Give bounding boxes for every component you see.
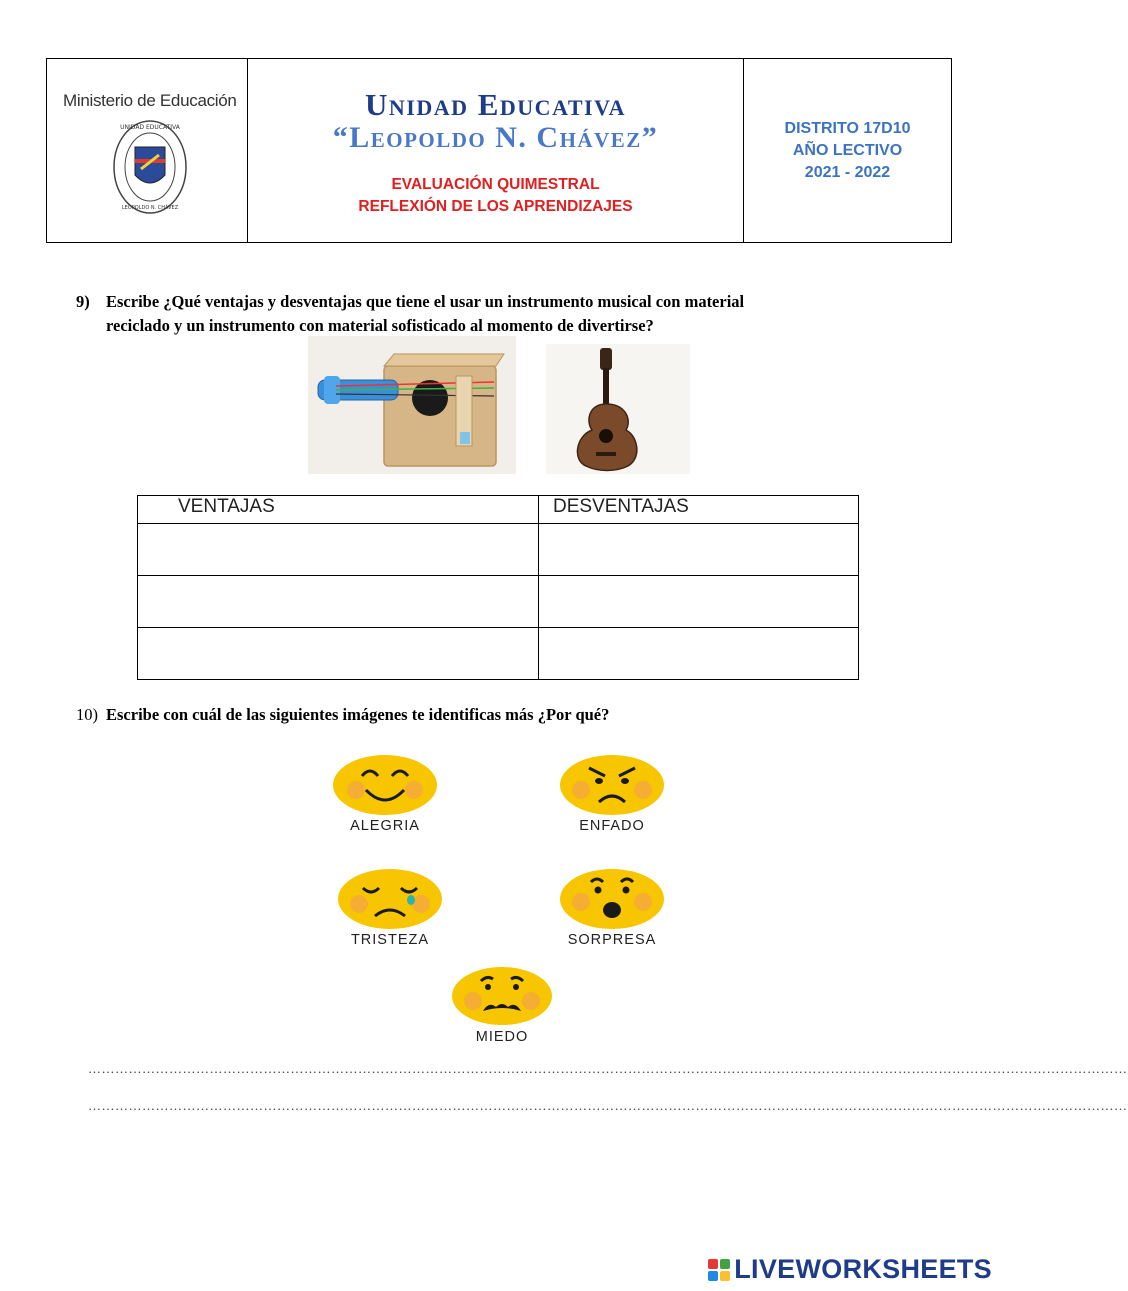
recycled-guitar-image: [308, 336, 516, 474]
evaluation-title: EVALUACIÓN QUIMESTRAL: [391, 176, 600, 193]
happy-face-icon: [332, 754, 438, 816]
answer-line[interactable]: ……………………………………………………………………………………………………………………………………………………………………………………………………………: [88, 1061, 1128, 1076]
table-row: [138, 576, 859, 628]
scared-face-icon: [449, 965, 555, 1027]
school-cell: [248, 59, 744, 242]
label-miedo: MIEDO: [475, 1029, 529, 1045]
desventajas-cell[interactable]: [539, 576, 859, 628]
emotion-sorpresa[interactable]: [558, 868, 666, 948]
school-year-range: 2021 - 2022: [804, 164, 891, 181]
evaluation-subtitle: REFLEXIÓN DE LOS APRENDIZAJES: [358, 198, 633, 215]
question-9-line1: Escribe ¿Qué ventajas y desventajas que tiene el usar un instrumento musical con material: [106, 292, 745, 311]
school-name-line2: “Leopoldo N. Chávez”: [332, 121, 659, 154]
angry-face-icon: [559, 754, 665, 816]
surprised-face-icon: [559, 868, 665, 930]
emotion-tristeza[interactable]: [336, 868, 444, 948]
crest-top-text: UNIDAD EDUCATIVA: [120, 124, 180, 131]
table-row: [138, 628, 859, 680]
label-sorpresa: SORPRESA: [567, 932, 657, 948]
column-header-desventajas: DESVENTAJAS: [539, 496, 859, 524]
header-box: [46, 58, 952, 243]
district-label: DISTRITO 17D10: [784, 120, 911, 137]
label-alegria: ALEGRIA: [350, 818, 420, 834]
question-10-number: 10): [76, 705, 98, 724]
district-cell: [744, 59, 951, 242]
liveworksheets-brand: [708, 1254, 992, 1285]
ventajas-cell[interactable]: [138, 628, 539, 680]
school-name-line1: Unidad Educativa: [364, 87, 627, 122]
brand-name: LIVEWORKSHEETS: [734, 1254, 992, 1284]
emotion-alegria[interactable]: [331, 754, 439, 834]
emotion-miedo[interactable]: [448, 965, 556, 1045]
acoustic-guitar-image: [546, 344, 690, 474]
table-row: [138, 524, 859, 576]
ventajas-cell[interactable]: [138, 524, 539, 576]
liveworksheets-logo-icon: [708, 1259, 730, 1281]
school-crest-logo: [111, 117, 189, 217]
table-header-row: [138, 496, 859, 524]
ministry-cell: [47, 59, 248, 242]
desventajas-cell[interactable]: [539, 628, 859, 680]
desventajas-cell[interactable]: [539, 524, 859, 576]
question-10-text: Escribe con cuál de las siguientes imágenes te identificas más ¿Por qué?: [106, 705, 610, 724]
emotion-enfado[interactable]: [558, 754, 666, 834]
label-tristeza: TRISTEZA: [350, 932, 430, 948]
school-year-label: AÑO LECTIVO: [792, 142, 903, 159]
answer-line[interactable]: ……………………………………………………………………………………………………………………………………………………………………………………………………………: [88, 1098, 1128, 1113]
label-enfado: ENFADO: [579, 818, 645, 834]
advantages-table: [137, 495, 859, 680]
ministry-name: Ministerio de Educación: [63, 91, 237, 110]
question-9-number: 9): [76, 292, 90, 311]
column-header-ventajas: VENTAJAS: [138, 496, 539, 524]
sad-face-icon: [337, 868, 443, 930]
question-9-line2: reciclado y un instrumento con material sofisticado al momento de divertirse?: [106, 316, 654, 335]
crest-bottom-text: LEOPOLDO N. CHÁVEZ: [121, 205, 179, 211]
ventajas-cell[interactable]: [138, 576, 539, 628]
